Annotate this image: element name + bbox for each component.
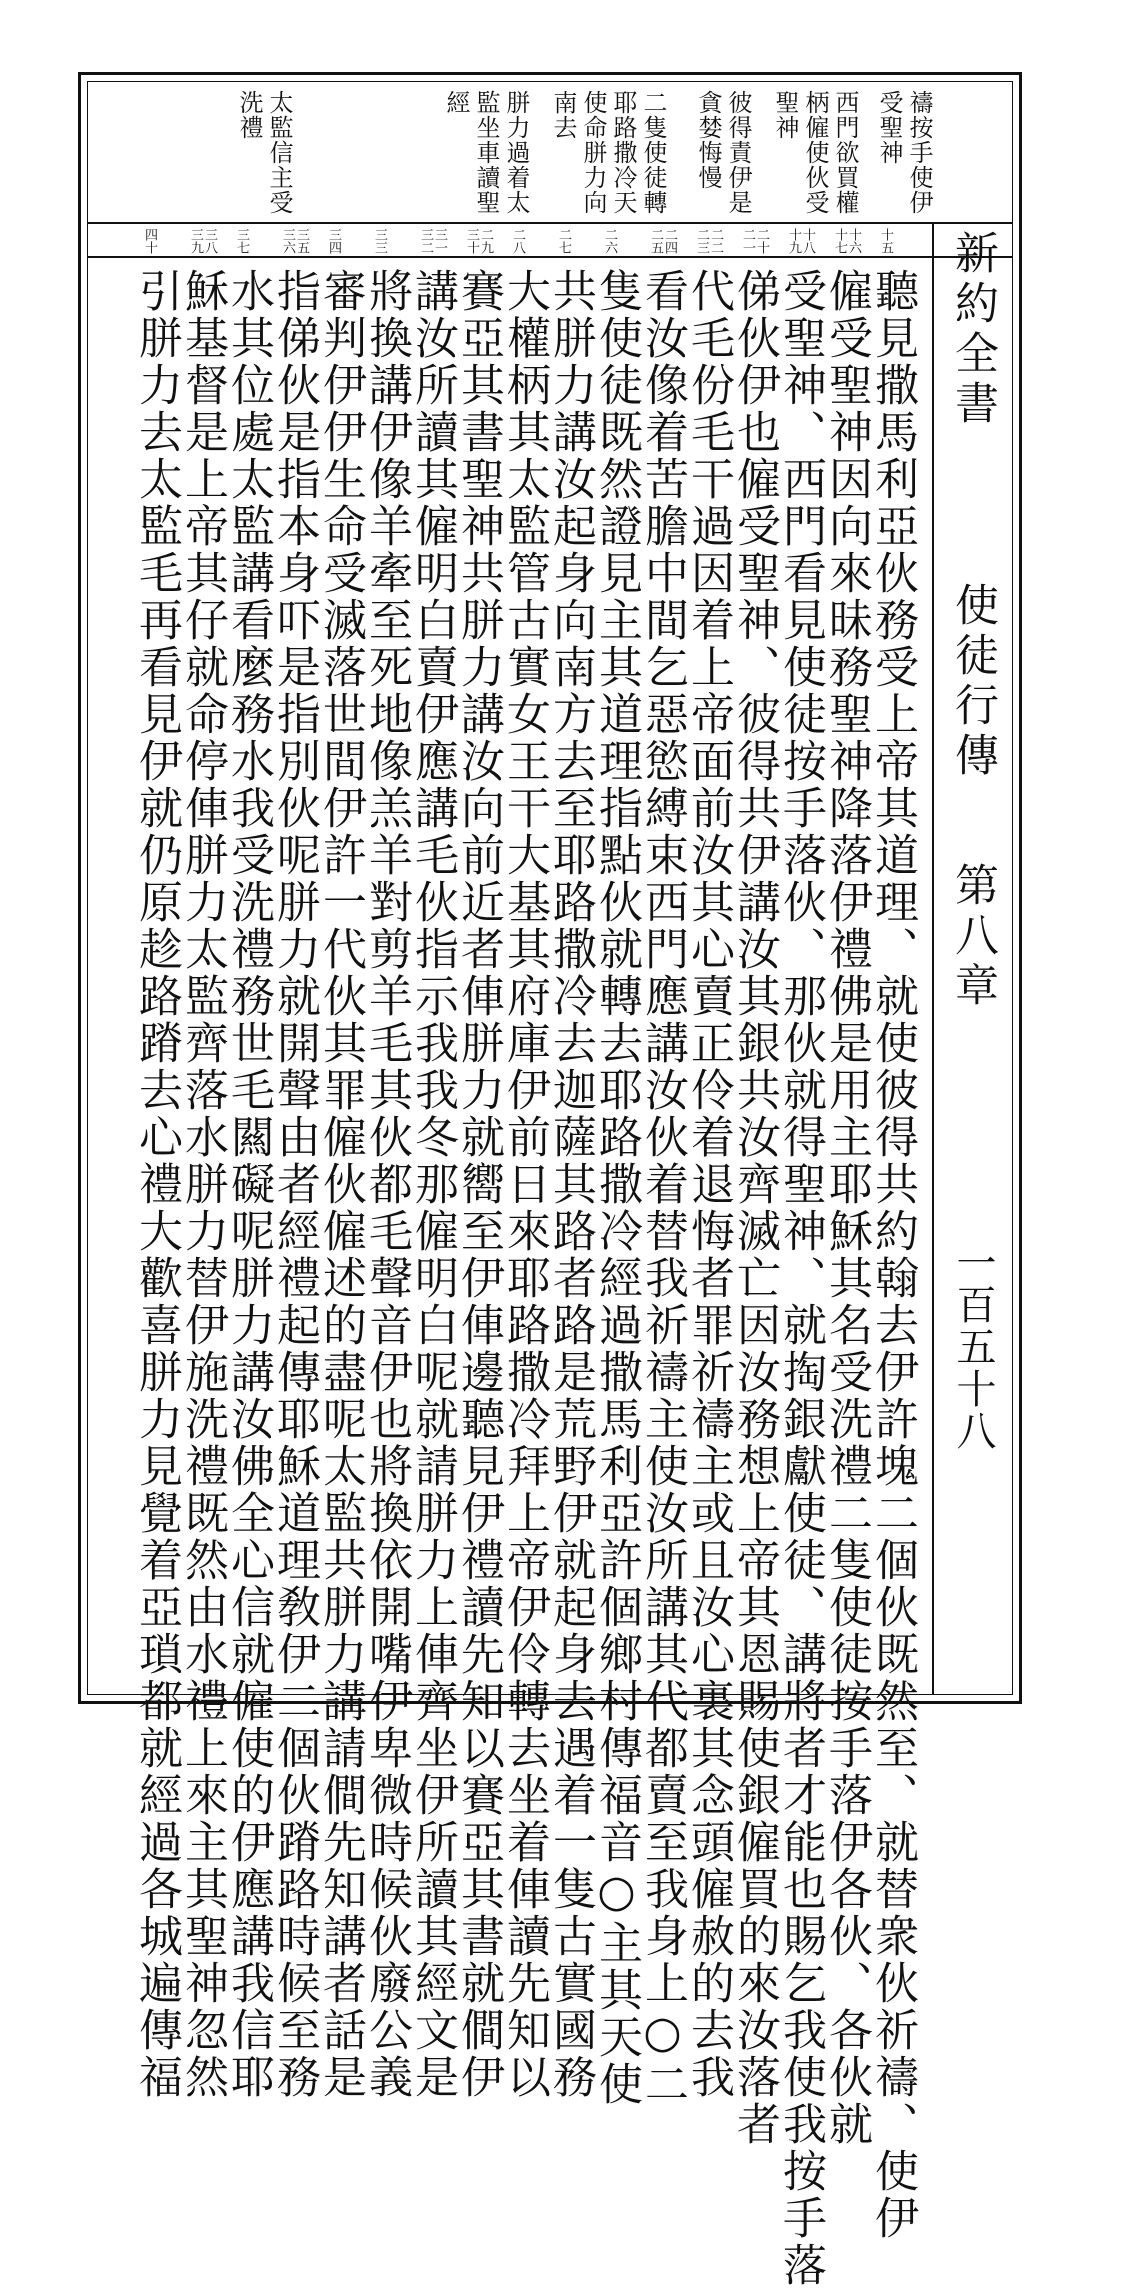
verse-number: 三三	[372, 228, 387, 254]
text-column: 隻使徒既然證見主其道理指點伙就轉去耶路撒冷經過撒馬利亞許個鄉村傳福音○主其天使	[591, 268, 642, 2108]
verse-number: 四十	[142, 228, 157, 254]
page-number: 一百五十八	[950, 1242, 996, 1452]
text-column: 看汝像着苦膽中間乞惡慾縛束西門應講汝伙着替我祈禱主使汝所講其代都賣至我身上○二	[637, 268, 688, 2108]
text-column: 審判伊伊生命受滅落世間伊許一代伙其罪僱伙僱述的盡呢太監共胼力講請僴先知講者話是	[315, 268, 366, 2101]
text-column: 指俤伙是指本身吓是指別伙呢胼力就開聲由者經禮起傳耶穌道理敎伊二個伙蹐路時候至務	[269, 268, 320, 2101]
verse-number: 三八三九	[188, 228, 217, 254]
verse-number-row	[88, 222, 1012, 258]
header-note: 太監信主受洗禮	[235, 90, 293, 215]
title-column	[932, 222, 1012, 1694]
verse-number: 十六十七	[832, 228, 861, 254]
header-note: 胼力過着太監坐車讀聖經	[442, 90, 530, 215]
header-note: 禱按手使伊受聖神	[875, 90, 933, 215]
verse-number: 十八十九	[786, 228, 815, 254]
verse-number: 十五	[878, 228, 893, 254]
header-notes-area	[88, 82, 1012, 224]
text-column: 大權柄其太監管古實女王干大基其府庫伊前日來耶路撒冷拜上帝伊伶轉去坐着俥讀先知以	[499, 268, 550, 2101]
text-column: 代毛份毛干過因着上帝面前汝其心賣正伶着退悔者罪祈禱主或且汝心裏其念頭僱赦的去我	[683, 268, 734, 2101]
verse-number: 二十二一	[740, 228, 769, 254]
verse-number: 三七	[234, 228, 249, 254]
text-column: 聽見撒馬利亞伙務受上帝其道理、就使彼得共約翰去伊許塊二個伙既然至、就替衆伙祈禱、使伊	[867, 268, 918, 2242]
header-note: 二隻使徒轉耶路撒冷天使命胼力向南去	[549, 90, 667, 215]
verse-number: 二八	[510, 228, 525, 254]
verse-number: 三五三六	[280, 228, 309, 254]
verse-number: 二七	[556, 228, 571, 254]
verse-number: 二二二三	[694, 228, 723, 254]
verse-number: 二六	[602, 228, 617, 254]
verse-number: 二九三十	[464, 228, 493, 254]
inner-frame	[87, 81, 1013, 2289]
text-column: 將換講伊像羊牽至死地像羔羊對剪羊毛其伙都毛聲音伊也將換依開嘴伊卑微時候伙廢公義	[361, 268, 412, 2101]
text-column: 講汝所讀其僱明白賣伊應講毛伙指示我我冬那僱明白呢就請胼力上俥齊坐伊所讀其經文是	[407, 268, 458, 2101]
verse-number: 三一三二	[418, 228, 447, 254]
page-frame	[78, 72, 1022, 2289]
text-column: 水其位處太監講看麼務水我受洗禮務世毛闗礙呢胼力講汝佛全心信就僱使的伊應講我信耶	[223, 268, 274, 2101]
text-column: 俤伙伊也僱受聖神、彼得共伊講汝其銀共汝齊滅亡因汝務想上帝其恩賜使銀僱買的來汝落者	[729, 268, 780, 2148]
text-column: 穌基督是上帝其仔就命停俥胼力太監齊落水胼力替伊施洗禮既然由水禮上來主其聖神忽然	[177, 268, 228, 2101]
text-column: 賽亞其書聖神共胼力講汝向前近者俥胼力就嚮至伊俥邊聽見伊禮讀先知以賽亞其書就僴伊	[453, 268, 504, 2101]
book-title: 新約全書	[947, 230, 998, 430]
text-column: 受聖神、西門看見使徒按手落伙、那伙就得聖神、就掏銀獻使徒、講將者才能也賜乞我使我按手落	[775, 268, 826, 2289]
header-note: 彼得責伊是貪婪悔慢	[694, 90, 752, 215]
verse-number: 三四	[326, 228, 341, 254]
chapter-title: 第八章	[947, 862, 998, 1012]
verse-number: 二四二五	[648, 228, 677, 254]
header-note: 西門欲買權柄僱使伙受聖神	[771, 90, 859, 215]
text-column: 共胼力講汝起身向南方去至耶路撒冷去迦薩其路者路是荒野伊就起身去遇着一隻古實國務	[545, 268, 596, 2101]
text-column: 引胼力去太監毛再看見伊就仍原趁路蹐去心禮大歡喜胼力見覺着亞瑣都就經過各城遍傳福	[131, 268, 182, 2101]
text-column: 僱受聖神因向來昧務聖神降落伊禮佛是用主耶穌其名受洗禮二隻使徒按手落伊各伙、各伙就	[821, 268, 872, 2148]
section-title: 使徒行傳	[947, 582, 998, 782]
